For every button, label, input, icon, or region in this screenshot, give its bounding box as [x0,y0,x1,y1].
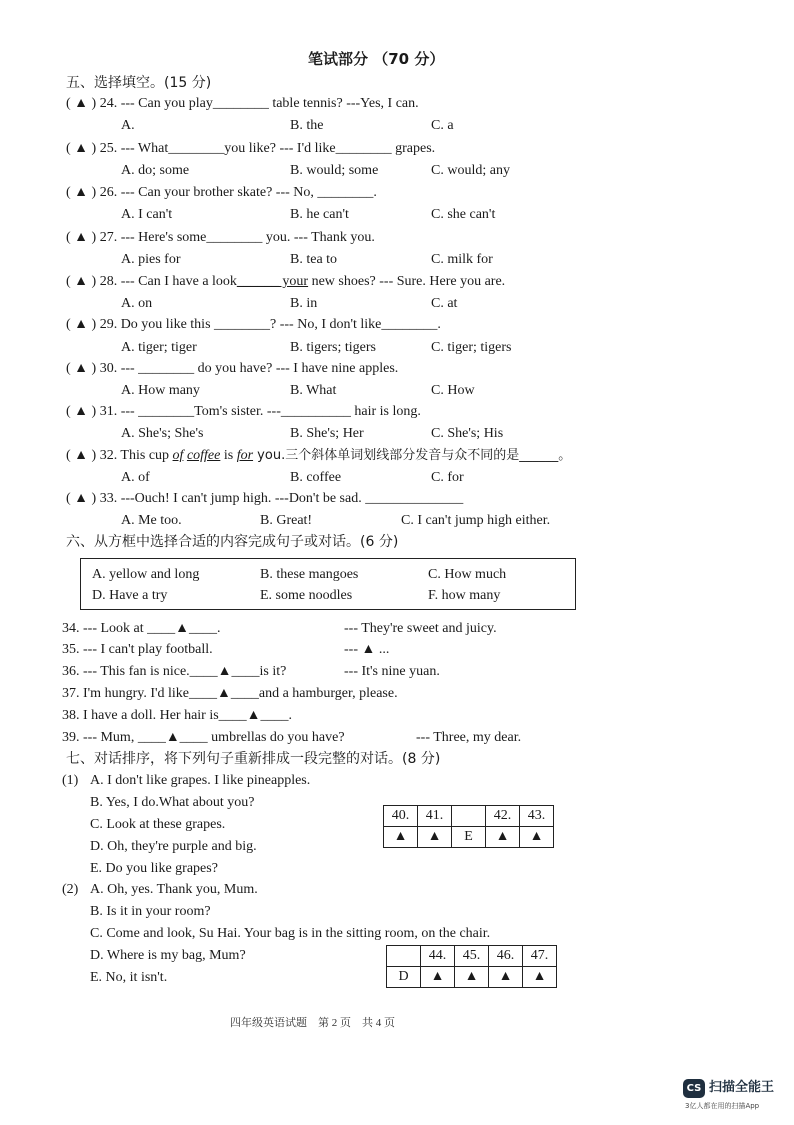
dialogue-1-line-c: C. Look at these grapes. [90,817,226,832]
answer-table-2 [386,945,557,988]
option-b: B. What [290,383,337,398]
option-a: A. She's; She's [121,426,204,441]
answer-cell[interactable]: ▲ [523,967,557,988]
question-32 [66,447,571,465]
answer-header-cell [387,946,421,967]
item-35-reply: --- ▲ ... [344,642,390,657]
item-34-reply: --- They're sweet and juicy. [344,621,497,636]
question-31 [66,403,421,421]
answer-header-cell: 46. [489,946,523,967]
answer-cell[interactable]: ▲ [486,827,520,848]
box-option-d: D. Have a try [92,588,168,603]
option-c: C. How [431,383,475,398]
question-26 [66,184,377,202]
answer-paren: ( ▲ ) [66,96,97,111]
dialogue-2-label: (2) [62,882,79,897]
question-stem: 26. --- Can your brother skate? --- No, ________. [99,185,377,200]
option-b: B. tea to [290,252,338,267]
question-stem: 30. --- ________ do you have? --- I have nine apples. [99,361,399,376]
answer-table-1 [383,805,554,848]
option-a: A. I can't [121,207,173,222]
scanner-tagline: 3亿人都在用的扫描App [685,1102,760,1110]
page-title: 笔试部分 （70 分） [308,50,445,68]
option-a: A. tiger; tiger [121,340,197,355]
item-36-reply: --- It's nine yuan. [344,664,440,679]
box-option-a: A. yellow and long [92,567,200,582]
section-7-heading: 七、对话排序，将下列句子重新排成一段完整的对话。(8 分) [66,751,441,767]
dialogue-2-line-d: D. Where is my bag, Mum? [90,948,246,963]
question-28 [66,273,505,291]
option-c: C. tiger; tigers [431,340,512,355]
stem-text: is [220,448,237,463]
option-c: C. for [431,470,464,485]
item-38: 38. I have a doll. Her hair is____▲____. [62,708,293,723]
option-b: B. in [290,296,318,311]
item-36: 36. --- This fan is nice.____▲____is it? [62,664,287,679]
dialogue-1-line-b: B. Yes, I do.What about you? [90,795,255,810]
answer-header-cell: 44. [421,946,455,967]
question-stem: 27. --- Here's some________ you. --- Thank you. [99,230,375,245]
option-b: B. would; some [290,163,379,178]
answer-cell[interactable]: ▲ [455,967,489,988]
question-stem: 33. ---Ouch! I can't jump high. ---Don't be sad. ______________ [99,491,464,506]
question-29 [66,316,441,334]
option-a: A. do; some [121,163,190,178]
item-39: 39. --- Mum, ____▲____ umbrellas do you have? [62,730,345,745]
option-b: B. he can't [290,207,349,222]
dialogue-1-line-a: A. I don't like grapes. I like pineapples. [90,773,311,788]
option-a: A. on [121,296,153,311]
answer-header-cell: 42. [486,806,520,827]
underlined-word: ______ your [236,274,309,289]
question-stem: 28. --- Can I have a look [99,274,237,289]
option-b: B. tigers; tigers [290,340,376,355]
answer-cell: D [387,967,421,988]
item-35: 35. --- I can't play football. [62,642,213,657]
answer-header-cell [452,806,486,827]
option-c: C. a [431,118,454,133]
option-a: A. pies for [121,252,181,267]
option-b: B. the [290,118,324,133]
option-b: B. coffee [290,470,342,485]
answer-paren: ( ▲ ) [66,361,97,376]
italic-word-of: of [172,448,184,463]
option-c: C. I can't jump high either. [401,513,551,528]
italic-word-coffee: coffee [186,448,221,463]
answer-header-cell: 43. [520,806,554,827]
question-33 [66,490,463,508]
option-c: C. she can't [431,207,496,222]
dialogue-2-line-c: C. Come and look, Su Hai. Your bag is in the sitting room, on the chair. [90,926,491,941]
dialogue-2-line-e: E. No, it isn't. [90,970,168,985]
answer-header-cell: 41. [418,806,452,827]
italic-word-for: for [236,448,254,463]
option-b: B. Great! [260,513,313,528]
option-b: B. She's; Her [290,426,364,441]
box-option-b: B. these mangoes [260,567,359,582]
section-6-heading: 六、从方框中选择合适的内容完成句子或对话。(6 分) [66,534,399,550]
answer-cell[interactable]: ▲ [418,827,452,848]
item-39-reply: --- Three, my dear. [416,730,522,745]
option-c: C. at [431,296,458,311]
item-34: 34. --- Look at ____▲____. [62,621,221,636]
answer-header-cell: 47. [523,946,557,967]
answer-paren: ( ▲ ) [66,230,97,245]
dialogue-2-line-a: A. Oh, yes. Thank you, Mum. [90,882,258,897]
question-stem: 31. --- ________Tom's sister. ---__________ hair is long. [99,404,421,419]
answer-paren: ( ▲ ) [66,404,97,419]
option-a: A. How many [121,383,200,398]
box-option-f: F. how many [428,588,501,603]
section-5-heading: 五、选择填空。(15 分) [66,75,212,91]
answer-cell[interactable]: ▲ [421,967,455,988]
answer-paren: ( ▲ ) [66,317,97,332]
answer-paren: ( ▲ ) [66,448,97,463]
dialogue-1-line-d: D. Oh, they're purple and big. [90,839,257,854]
answer-header-cell: 40. [384,806,418,827]
option-a: A. of [121,470,150,485]
question-24 [66,95,419,113]
answer-paren: ( ▲ ) [66,141,97,156]
question-stem: 24. --- Can you play________ table tennis? ---Yes, I can. [99,96,419,111]
box-option-e: E. some noodles [260,588,353,603]
dialogue-1-line-e: E. Do you like grapes? [90,861,218,876]
option-a: A. [121,118,135,133]
box-option-c: C. How much [428,567,507,582]
dialogue-2-line-b: B. Is it in your room? [90,904,211,919]
question-stem: 25. --- What________you like? --- I'd like________ grapes. [99,141,436,156]
answer-header-cell: 45. [455,946,489,967]
item-37: 37. I'm hungry. I'd like____▲____and a hamburger, please. [62,686,398,701]
scanner-app-name: 扫描全能王 [709,1080,775,1095]
option-c: C. milk for [431,252,493,267]
answer-cell[interactable]: ▲ [384,827,418,848]
answer-paren: ( ▲ ) [66,185,97,200]
question-30 [66,360,398,378]
answer-cell: E [452,827,486,848]
scanner-logo-icon: CS [683,1079,705,1098]
question-stem: 29. Do you like this ________? --- No, I don't like________. [99,317,441,332]
stem-text-end: you.三个斜体单词划线部分发音与众不同的是______。 [253,448,572,463]
answer-cell[interactable]: ▲ [520,827,554,848]
answer-paren: ( ▲ ) [66,491,97,506]
question-stem: 32. This cup [99,448,173,463]
option-c: C. would; any [431,163,510,178]
answer-paren: ( ▲ ) [66,274,97,289]
page-footer: 四年级英语试题 第 2 页 共 4 页 [230,1017,395,1029]
question-stem-end: new shoes? --- Sure. Here you are. [308,274,506,289]
question-25 [66,140,435,158]
option-a: A. Me too. [121,513,182,528]
option-c: C. She's; His [431,426,504,441]
dialogue-1-label: (1) [62,773,79,788]
answer-cell[interactable]: ▲ [489,967,523,988]
question-27 [66,229,375,247]
